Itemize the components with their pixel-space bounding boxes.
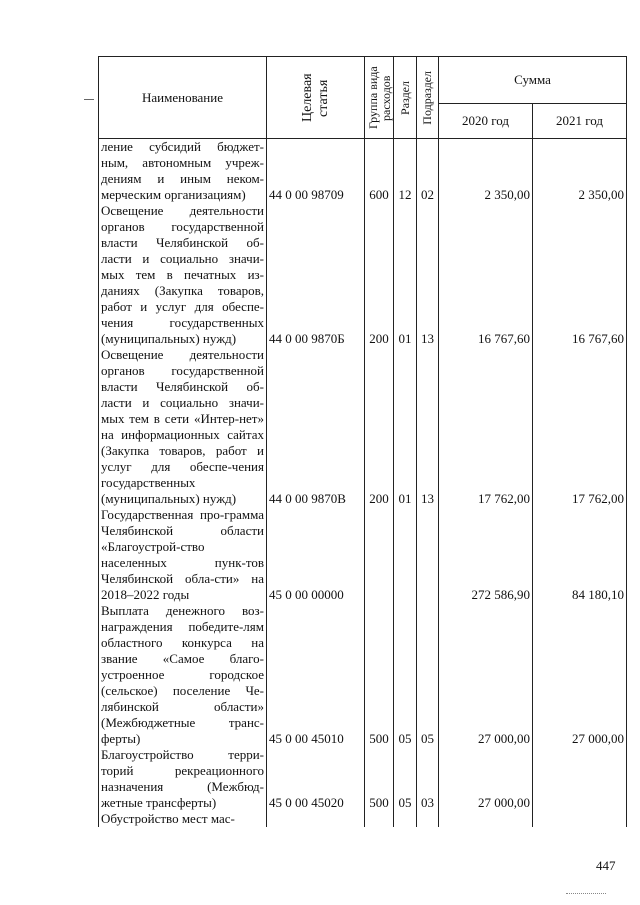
subsection-cell — [417, 811, 439, 827]
name-cell: Выплата денежного воз-награждения победите-лям областного конкурса на звание «Самое благо-устроенное городское (сельское) поселение Че-лябинской области» (Межбюджетные транс-ферты) — [99, 603, 267, 747]
amount-2020-cell: 27 000,00 — [439, 603, 533, 747]
subsection-cell — [417, 507, 439, 603]
subsection-cell: 13 — [417, 347, 439, 507]
scan-mark — [566, 893, 606, 897]
target-cell: 44 0 00 9870В — [267, 347, 365, 507]
section-cell: 05 — [394, 603, 417, 747]
name-cell: Обустройство мест мас- — [99, 811, 267, 827]
header-year-2021: 2021 год — [533, 104, 627, 139]
header-name: Наименование — [99, 57, 267, 139]
amount-2021-cell — [533, 811, 627, 827]
header-section — [394, 57, 417, 139]
section-cell — [394, 507, 417, 603]
section-cell: 12 — [394, 139, 417, 204]
name-cell: ление субсидий бюджет-ным, автономным учреж-дениям и иным неком-мерческим организациям) — [99, 139, 267, 204]
subsection-cell: 13 — [417, 203, 439, 347]
name-cell: Государственная про-грамма Челябинской области «Благоустрой-ство населенных пунк-тов Челябинской обла-сти» на 2018–2022 годы — [99, 507, 267, 603]
header-sum: Сумма — [439, 57, 627, 104]
group-cell — [365, 507, 394, 603]
target-cell: 45 0 00 00000 — [267, 507, 365, 603]
group-cell: 200 — [365, 347, 394, 507]
table-row — [99, 507, 627, 603]
margin-mark — [84, 99, 94, 100]
header-target-label: Целевая статья — [299, 73, 331, 122]
section-cell — [394, 811, 417, 827]
header-target — [267, 57, 365, 139]
table-row — [99, 139, 627, 204]
table-row — [99, 347, 627, 507]
target-cell: 44 0 00 98709 — [267, 139, 365, 204]
header-section-label: Раздел — [397, 80, 412, 115]
amount-2021-cell — [533, 747, 627, 811]
target-cell: 45 0 00 45010 — [267, 603, 365, 747]
name-cell: Освещение деятельности органов государственной власти Челябинской об-ласти и социально значи-мых тем в сети «Интер-нет» на информационных сайтах (Закупка товаров, работ и услуг для обеспе-чения государственных (муниципальных) нужд) — [99, 347, 267, 507]
amount-2021-cell: 16 767,60 — [533, 203, 627, 347]
group-cell: 500 — [365, 747, 394, 811]
header-subsection — [417, 57, 439, 139]
subsection-cell: 02 — [417, 139, 439, 204]
group-cell: 500 — [365, 603, 394, 747]
page-number: 447 — [596, 858, 616, 873]
target-cell: 44 0 00 9870Б — [267, 203, 365, 347]
name-cell: Благоустройство терри-торий рекреационного назначения (Межбюд-жетные трансферты) — [99, 747, 267, 811]
section-cell: 01 — [394, 203, 417, 347]
header-group — [365, 57, 394, 139]
amount-2020-cell — [439, 811, 533, 827]
amount-2020-cell: 17 762,00 — [439, 347, 533, 507]
header-year-2020: 2020 год — [439, 104, 533, 139]
amount-2020-cell: 27 000,00 — [439, 747, 533, 811]
subsection-cell: 03 — [417, 747, 439, 811]
table-row — [99, 203, 627, 347]
amount-2020-cell: 2 350,00 — [439, 139, 533, 204]
table-row — [99, 811, 627, 827]
header-group-label: Группа вида расходов — [366, 66, 393, 129]
section-cell: 01 — [394, 347, 417, 507]
section-cell: 05 — [394, 747, 417, 811]
table-row — [99, 747, 627, 811]
target-cell — [267, 811, 365, 827]
amount-2020-cell: 16 767,60 — [439, 203, 533, 347]
name-cell: Освещение деятельности органов государственной власти Челябинской об-ласти и социально значи-мых тем в печатных из-даниях (Закупка товаров, работ и услуг для обеспе-чения государственных (муниципальных) нужд) — [99, 203, 267, 347]
header-subsection-label: Подраздел — [420, 70, 434, 125]
table-row — [99, 603, 627, 747]
target-cell: 45 0 00 45020 — [267, 747, 365, 811]
amount-2021-cell: 84 180,10 — [533, 507, 627, 603]
group-cell — [365, 811, 394, 827]
group-cell: 600 — [365, 139, 394, 204]
amount-2021-cell: 17 762,00 — [533, 347, 627, 507]
budget-table — [98, 56, 627, 827]
amount-2021-cell: 2 350,00 — [533, 139, 627, 204]
subsection-cell: 05 — [417, 603, 439, 747]
amount-2020-cell: 272 586,90 — [439, 507, 533, 603]
group-cell: 200 — [365, 203, 394, 347]
amount-2021-cell: 27 000,00 — [533, 603, 627, 747]
